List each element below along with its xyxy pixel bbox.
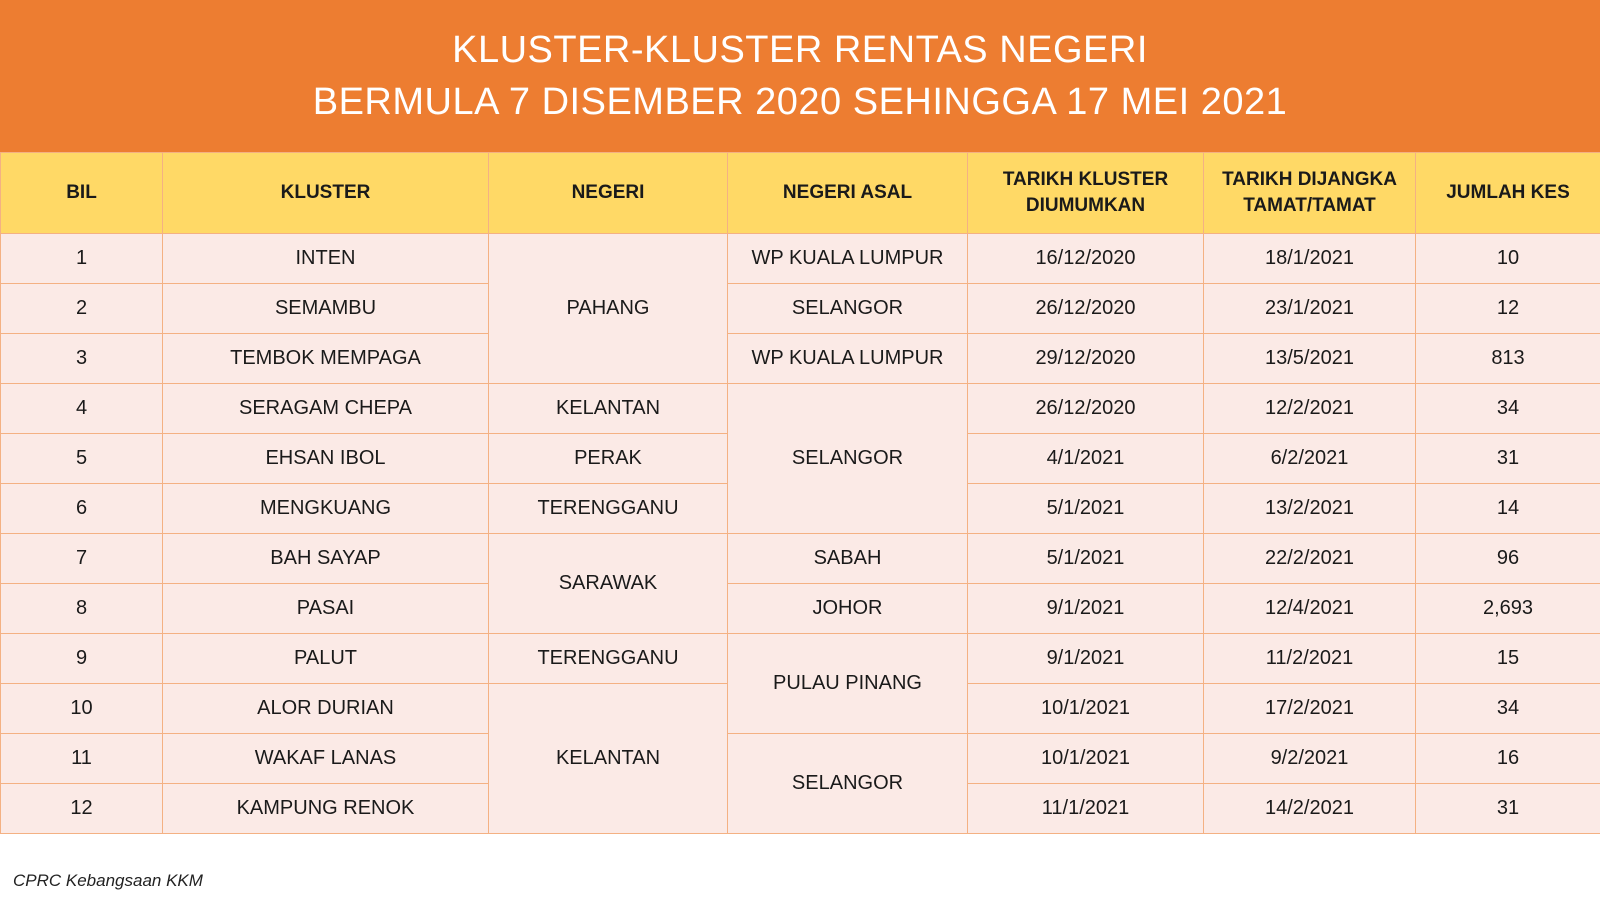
cell-tarikh-diumumkan: 5/1/2021 (968, 484, 1204, 534)
cell-tarikh-tamat: 22/2/2021 (1204, 534, 1416, 584)
cell-negeri: SARAWAK (489, 534, 728, 634)
cell-kluster: EHSAN IBOL (163, 434, 489, 484)
cell-negeri-asal: PULAU PINANG (728, 634, 968, 734)
cell-kluster: ALOR DURIAN (163, 684, 489, 734)
cell-tarikh-diumumkan: 11/1/2021 (968, 784, 1204, 834)
cell-tarikh-diumumkan: 9/1/2021 (968, 584, 1204, 634)
table-row (1, 384, 1600, 434)
table-row (1, 234, 1600, 284)
cell-jumlah-kes: 813 (1416, 334, 1600, 384)
cell-tarikh-tamat: 9/2/2021 (1204, 734, 1416, 784)
table-row (1, 734, 1600, 784)
table-row (1, 584, 1600, 634)
cell-negeri: PERAK (489, 434, 728, 484)
title-banner (0, 0, 1600, 152)
column-header-tarikh-tamat: TARIKH DIJANGKA TAMAT/TAMAT (1204, 153, 1416, 234)
cell-tarikh-tamat: 23/1/2021 (1204, 284, 1416, 334)
cell-bil: 10 (1, 684, 163, 734)
cell-tarikh-diumumkan: 4/1/2021 (968, 434, 1204, 484)
cell-tarikh-diumumkan: 16/12/2020 (968, 234, 1204, 284)
cell-kluster: MENGKUANG (163, 484, 489, 534)
cell-tarikh-tamat: 18/1/2021 (1204, 234, 1416, 284)
cell-bil: 7 (1, 534, 163, 584)
cell-bil: 12 (1, 784, 163, 834)
cell-jumlah-kes: 15 (1416, 634, 1600, 684)
cell-jumlah-kes: 14 (1416, 484, 1600, 534)
cell-negeri-asal: SELANGOR (728, 284, 968, 334)
source-credit: CPRC Kebangsaan KKM (13, 871, 203, 890)
column-header-bil: BIL (1, 153, 163, 234)
table-row (1, 284, 1600, 334)
cell-jumlah-kes: 34 (1416, 684, 1600, 734)
cell-negeri-asal: WP KUALA LUMPUR (728, 234, 968, 284)
cell-tarikh-diumumkan: 5/1/2021 (968, 534, 1204, 584)
cell-negeri: TERENGGANU (489, 484, 728, 534)
column-header-tarikh-diumumkan: TARIKH KLUSTER DIUMUMKAN (968, 153, 1204, 234)
column-header-jumlah-kes: JUMLAH KES (1416, 153, 1600, 234)
column-header-negeri-asal: NEGERI ASAL (728, 153, 968, 234)
cell-bil: 4 (1, 384, 163, 434)
cell-kluster: WAKAF LANAS (163, 734, 489, 784)
cell-kluster: SERAGAM CHEPA (163, 384, 489, 434)
cell-jumlah-kes: 96 (1416, 534, 1600, 584)
cell-tarikh-diumumkan: 26/12/2020 (968, 384, 1204, 434)
cell-tarikh-diumumkan: 9/1/2021 (968, 634, 1204, 684)
cell-tarikh-tamat: 12/2/2021 (1204, 384, 1416, 434)
cell-jumlah-kes: 2,693 (1416, 584, 1600, 634)
title-line-1: KLUSTER-KLUSTER RENTAS NEGERI (452, 29, 1148, 71)
cell-jumlah-kes: 34 (1416, 384, 1600, 434)
cell-negeri-asal: JOHOR (728, 584, 968, 634)
cell-bil: 6 (1, 484, 163, 534)
cell-jumlah-kes: 16 (1416, 734, 1600, 784)
cell-kluster: SEMAMBU (163, 284, 489, 334)
cell-tarikh-tamat: 11/2/2021 (1204, 634, 1416, 684)
cell-negeri-asal: SELANGOR (728, 734, 968, 834)
cell-bil: 1 (1, 234, 163, 284)
cell-kluster: INTEN (163, 234, 489, 284)
cell-negeri: PAHANG (489, 234, 728, 384)
column-header-kluster: KLUSTER (163, 153, 489, 234)
cell-bil: 9 (1, 634, 163, 684)
cell-jumlah-kes: 12 (1416, 284, 1600, 334)
cell-kluster: TEMBOK MEMPAGA (163, 334, 489, 384)
cell-tarikh-diumumkan: 26/12/2020 (968, 284, 1204, 334)
cell-negeri-asal: SELANGOR (728, 384, 968, 534)
cell-jumlah-kes: 31 (1416, 434, 1600, 484)
cell-bil: 5 (1, 434, 163, 484)
cell-negeri-asal: SABAH (728, 534, 968, 584)
cell-tarikh-diumumkan: 10/1/2021 (968, 734, 1204, 784)
cell-bil: 11 (1, 734, 163, 784)
cell-tarikh-tamat: 14/2/2021 (1204, 784, 1416, 834)
table-row (1, 334, 1600, 384)
cell-negeri: TERENGGANU (489, 634, 728, 684)
cell-tarikh-tamat: 13/2/2021 (1204, 484, 1416, 534)
cell-tarikh-tamat: 17/2/2021 (1204, 684, 1416, 734)
cluster-table (0, 152, 1600, 834)
cell-jumlah-kes: 10 (1416, 234, 1600, 284)
table-header-row (1, 153, 1600, 234)
cell-bil: 2 (1, 284, 163, 334)
cell-bil: 3 (1, 334, 163, 384)
cell-tarikh-tamat: 6/2/2021 (1204, 434, 1416, 484)
cell-kluster: BAH SAYAP (163, 534, 489, 584)
title-line-2: BERMULA 7 DISEMBER 2020 SEHINGGA 17 MEI 2021 (312, 81, 1288, 123)
column-header-negeri: NEGERI (489, 153, 728, 234)
cell-tarikh-tamat: 13/5/2021 (1204, 334, 1416, 384)
cell-tarikh-diumumkan: 29/12/2020 (968, 334, 1204, 384)
table-row (1, 634, 1600, 684)
cell-tarikh-tamat: 12/4/2021 (1204, 584, 1416, 634)
cell-negeri: KELANTAN (489, 384, 728, 434)
cell-kluster: PASAI (163, 584, 489, 634)
cell-negeri: KELANTAN (489, 684, 728, 834)
cell-jumlah-kes: 31 (1416, 784, 1600, 834)
table-row (1, 534, 1600, 584)
cell-kluster: PALUT (163, 634, 489, 684)
cell-kluster: KAMPUNG RENOK (163, 784, 489, 834)
cell-bil: 8 (1, 584, 163, 634)
cell-negeri-asal: WP KUALA LUMPUR (728, 334, 968, 384)
cell-tarikh-diumumkan: 10/1/2021 (968, 684, 1204, 734)
